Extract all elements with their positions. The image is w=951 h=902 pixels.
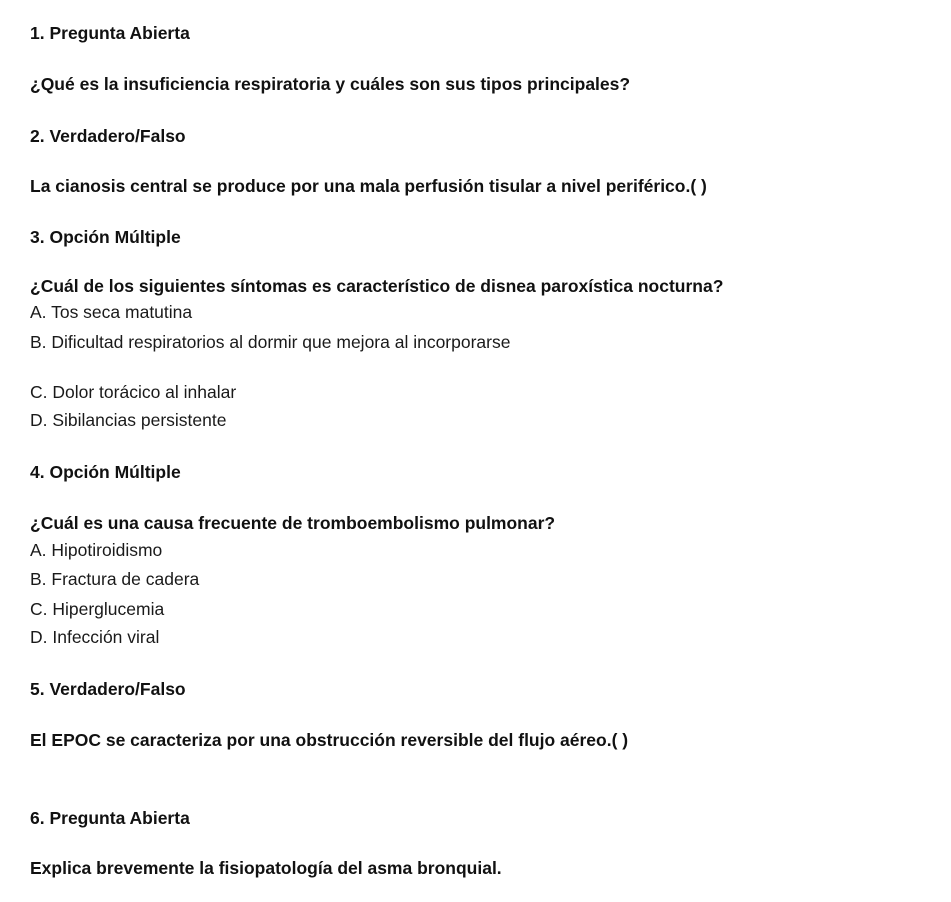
question-2-prompt: La cianosis central se produce por una mala perfusión tisular a nivel periférico.( ) [30,176,707,196]
question-2-header: 2. Verdadero/Falso [30,126,186,146]
question-5-prompt: El EPOC se caracteriza por una obstrucción reversible del flujo aéreo.( ) [30,730,629,750]
question-3-option-b: B. Dificultad respiratorios al dormir que mejora al incorporarse [30,332,511,352]
question-3-header: 3. Opción Múltiple [30,227,181,247]
question-1-prompt: ¿Qué es la insuficiencia respiratoria y cuáles son sus tipos principales? [30,74,631,94]
question-3-option-d: D. Sibilancias persistente [30,410,227,430]
question-6-header: 6. Pregunta Abierta [30,808,190,828]
question-3-option-a: A. Tos seca matutina [30,302,193,322]
question-3-prompt: ¿Cuál de los siguientes síntomas es característico de disnea paroxística nocturna? [30,276,724,296]
question-4-prompt: ¿Cuál es una causa frecuente de tromboembolismo pulmonar? [30,513,556,533]
question-6-prompt: Explica brevemente la fisiopatología del asma bronquial. [30,858,502,878]
question-4-option-a: A. Hipotiroidismo [30,540,163,560]
question-5-header: 5. Verdadero/Falso [30,679,186,699]
question-4-option-d: D. Infección viral [30,627,160,647]
question-4-option-b: B. Fractura de cadera [30,569,200,589]
question-4-option-c: C. Hiperglucemia [30,599,165,619]
question-4-header: 4. Opción Múltiple [30,462,181,482]
question-1-header: 1. Pregunta Abierta [30,23,190,43]
question-3-option-c: C. Dolor torácico al inhalar [30,382,237,402]
